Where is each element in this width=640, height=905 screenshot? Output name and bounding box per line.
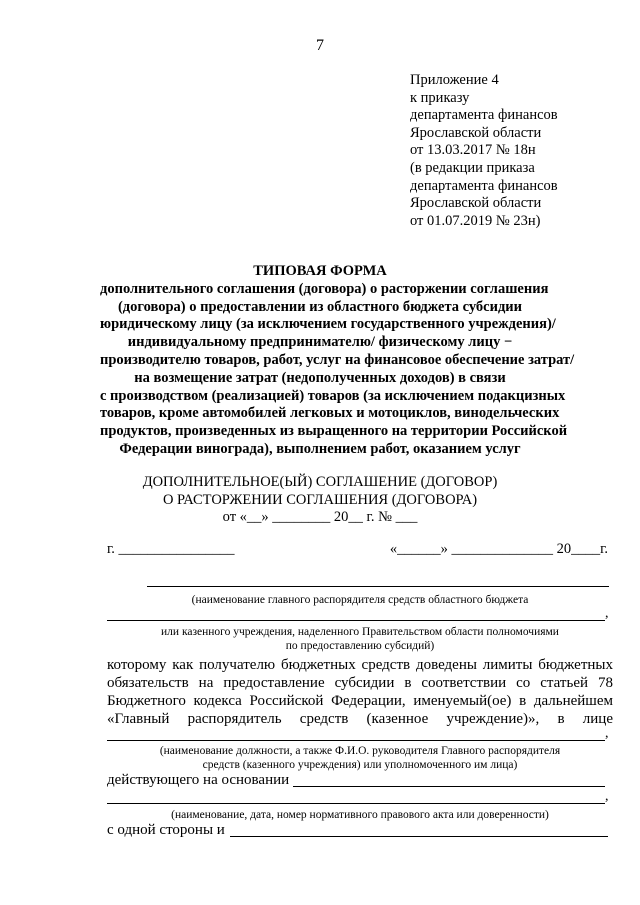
- representative-line: [107, 740, 605, 741]
- appendix-line: департамента финансов: [410, 107, 558, 124]
- grantor-caption-3: по предоставлению субсидий): [285, 640, 435, 652]
- appendix-line: Приложение 4: [410, 72, 499, 88]
- title-line: на возмещение затрат (недополученных доходов) в связи: [134, 369, 506, 386]
- page-number: 7: [316, 37, 324, 54]
- title-line: (договора) о предоставлении из областного бюджета субсидии: [117, 298, 523, 315]
- comma: ,: [605, 606, 609, 621]
- comma: ,: [605, 726, 609, 741]
- appendix-line: (в редакции приказа: [410, 159, 535, 176]
- title-line: с производством (реализацией) товаров (за исключением подакцизных: [100, 387, 566, 404]
- comma: ,: [605, 789, 609, 804]
- title-line: ТИПОВАЯ ФОРМА: [253, 263, 387, 279]
- basis-line: [293, 786, 605, 787]
- basis-caption: (наименование, дата, номер нормативного правового акта или доверенности): [171, 809, 549, 821]
- title-line: юридическому лицу (за исключением государственного учреждения)/: [100, 316, 556, 333]
- paragraph-line: «Главный распорядитель средств (казенное учреждение)», в лице: [107, 711, 613, 727]
- appendix-line: от 01.07.2019 № 23н): [410, 212, 541, 229]
- heading-line: ДОПОЛНИТЕЛЬНОЕ(ЫЙ) СОГЛАШЕНИЕ (ДОГОВОР): [142, 474, 498, 490]
- title-line: производителю товаров, работ, услуг на финансовое обеспечение затрат/: [100, 351, 575, 368]
- heading-line: О РАСТОРЖЕНИИ СОГЛАШЕНИЯ (ДОГОВОРА): [162, 491, 478, 508]
- appendix-line: Ярославской области: [410, 195, 542, 212]
- acting-label: действующего на основании: [107, 772, 290, 788]
- grantor-name-line-2: [107, 620, 605, 621]
- heading-date-line: от «__» ________ 20__ г. № ___: [222, 509, 418, 525]
- appendix-line: от 13.03.2017 № 18н: [410, 142, 536, 159]
- body-paragraph: [107, 656, 613, 728]
- date-field: «______» ______________ 20____г.: [389, 541, 608, 557]
- appendix-line: к приказу: [410, 89, 470, 106]
- document-title: [100, 263, 575, 459]
- title-line: дополнительного соглашения (договора) о расторжении соглашения: [100, 280, 549, 297]
- appendix-line: Ярославской области: [410, 124, 542, 141]
- grantor-caption: (наименование главного распорядителя средств областного бюджета: [191, 594, 529, 606]
- place-field: г. ________________: [107, 541, 235, 557]
- grantor-caption-2: или казенного учреждения, наделенного Правительством области полномочиями: [161, 626, 559, 638]
- paragraph-line: обязательств на предоставление субсидии в соответствии со статьей 78: [107, 675, 613, 691]
- paragraph-line: которому как получателю бюджетных средств доведены лимиты бюджетных: [107, 657, 613, 673]
- grantor-name-line: [147, 586, 609, 587]
- other-party-line: [230, 836, 608, 837]
- agreement-heading: [100, 474, 540, 527]
- representative-caption: (наименование должности, а также Ф.И.О. руководителя Главного распорядителя: [159, 745, 561, 757]
- representative-caption-2: средств (казенного учреждения) или уполномоченного им лица): [202, 759, 518, 771]
- title-line: Федерации винограда), выполнением работ, оказанием услуг: [119, 440, 521, 457]
- one-side-label: с одной стороны и: [107, 822, 225, 838]
- appendix-line: департамента финансов: [410, 177, 558, 194]
- title-line: товаров, кроме автомобилей легковых и мотоциклов, винодельческих: [100, 405, 560, 422]
- title-line: продуктов, произведенных из выращенного на территории Российской: [100, 423, 568, 440]
- basis-line-2: [107, 803, 605, 804]
- paragraph-line: Бюджетного кодекса Российской Федерации, именуемый(ое) в дальнейшем: [107, 693, 613, 709]
- appendix-block: [410, 72, 558, 230]
- title-line: индивидуальному предпринимателю/ физическому лицу −: [127, 334, 513, 351]
